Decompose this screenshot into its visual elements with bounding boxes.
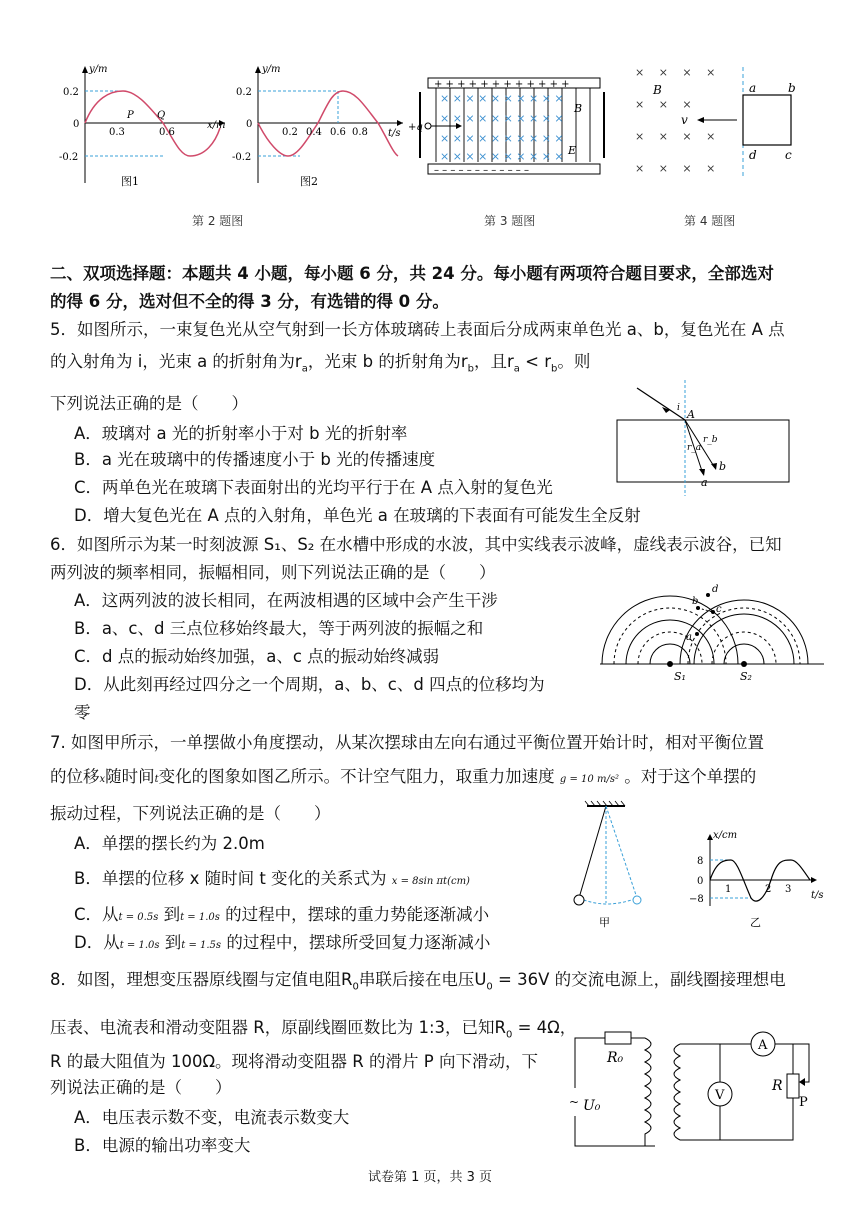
fig1-Q: Q [157, 110, 166, 121]
fig1-P: P [127, 110, 134, 121]
fig3-B: B [574, 102, 583, 115]
q7-stem-line2: 的位移x随时间t变化的图象如图乙所示。不计空气阻力，取重力加速度 g = 10 m/s² 。对于这个单摆的 [50, 767, 757, 786]
q5-fig-i: i [677, 403, 680, 413]
q5-stem-line1: 5．如图所示，一束复色光从空气射到一长方体玻璃砖上表面后分成两束单色光 a、b，复色光在 A 点 [50, 320, 785, 339]
q8-stem-line4: 列说法正确的是（ ） [50, 1078, 232, 1097]
q6-fig-b: b [692, 596, 699, 607]
section-heading-line1: 二、双项选择题：本题共 4 小题，每小题 6 分，共 24 分。每小题有两项符合题目要求，全部选对 [50, 264, 774, 283]
fig4-v: v [681, 113, 688, 127]
q7-fig-x2: 2 [765, 884, 772, 895]
q5-refraction-figure [615, 380, 795, 498]
fig2-ypos: 0.2 [236, 87, 252, 98]
q8-fig-R0: R₀ [607, 1050, 624, 1066]
page-footer: 试卷第 1 页，共 3 页 [367, 1170, 493, 1185]
q8-fig-tilde: ~ [569, 1095, 580, 1109]
fig3-E: E [568, 144, 577, 157]
q7-fig-xlabel: t/s [811, 890, 824, 901]
q5-stem-line2: 的入射角为 i，光束 a 的折射角为$r_a$，光束 b 的折射角为$r_b$，且$r_a < r_b$。则 [50, 352, 591, 375]
section-heading-line2: 的得 6 分，选对但不全的得 3 分，有选错的得 0 分。 [50, 292, 449, 311]
q5-option-c: C．两单色光在玻璃下表面射出的光均平行于在 A 点入射的复色光 [74, 478, 553, 497]
q8-fig-A: A [758, 1038, 768, 1053]
svg-text:× × × ×: × × × × [635, 130, 716, 143]
q7-option-b: B．单摆的位移 x 随时间 t 变化的关系式为 x = 8sin πt(cm) [74, 869, 470, 888]
fig4-b: b [788, 81, 796, 95]
q8-stem-line2: 压表、电流表和滑动变阻器 R，原副线圈匝数比为 1:3，已知$R_0 = 4\Omega$， [50, 1018, 577, 1041]
q7-fig-yn8: −8 [689, 894, 704, 905]
fig1-caption: 图1 [121, 175, 139, 188]
figure-4-magnetic-field-loop [625, 62, 815, 182]
q6-wave-interference-figure [598, 580, 826, 690]
fig4-a: a [749, 81, 757, 95]
q5-fig-ra: r_a [687, 443, 702, 453]
fig2-yzero: 0 [246, 119, 253, 130]
fig4-B: B [653, 83, 662, 97]
fig1-x1: 0.3 [109, 127, 125, 138]
q5-fig-A: A [687, 408, 695, 421]
q5-stem-line3: 下列说法正确的是（ ） [50, 394, 248, 413]
q6-fig-d: d [712, 584, 719, 595]
fig2-x3: 0.6 [330, 127, 346, 138]
fig3-minus: – – – – – – – – – – – – [434, 165, 529, 176]
fig2-caption: 图2 [300, 175, 318, 188]
figure-2-wave-graph [228, 58, 408, 188]
svg-text:× × × ×: × × × × [635, 162, 716, 175]
q5-option-b: B．a 光在玻璃中的传播速度小于 b 光的传播速度 [74, 450, 436, 469]
q7-pendulum-figure [565, 798, 835, 933]
q7-option-d: D．从t = 1.0s 到t = 1.5s 的过程中，摆球所受回复力逐渐减小 [74, 933, 491, 952]
caption-q4: 第 4 题图 [684, 214, 736, 228]
svg-text:× × × × × × × × × ×: × × × × × × × × × × [440, 92, 564, 105]
fig2-x1: 0.2 [282, 127, 298, 138]
q5-fig-rb: r_b [703, 435, 718, 445]
fig2-xlabel: t/s [388, 128, 401, 139]
fig4-d: d [749, 148, 757, 162]
q7-fig-jia: 甲 [599, 916, 610, 929]
q6-option-a: A．这两列波的波长相同，在两波相遇的区域中会产生干涉 [74, 591, 498, 610]
q7-fig-x1: 1 [725, 884, 732, 895]
q7-option-c: C．从t = 0.5s 到t = 1.0s 的过程中，摆球的重力势能逐渐减小 [74, 905, 490, 924]
q6-option-c: C．d 点的振动始终加强，a、c 点的振动始终减弱 [74, 647, 440, 666]
q6-option-d-line2: 零 [74, 703, 91, 722]
q7-fig-yi: 乙 [750, 916, 761, 929]
fig1-yneg: -0.2 [59, 152, 79, 163]
q8-stem-line3: R 的最大阻值为 100Ω。现将滑动变阻器 R 的滑片 P 向下滑动，下 [50, 1052, 538, 1071]
q7-fig-ylabel: x/cm [713, 830, 738, 841]
q6-fig-a: a [686, 632, 692, 643]
svg-text:× × × ×: × × × × [635, 66, 716, 79]
fig2-ylabel: y/m [262, 64, 281, 75]
q5-option-d: D．增大复色光在 A 点的入射角，单色光 a 在玻璃的下表面有可能发生全反射 [74, 506, 641, 525]
q7-option-a: A．单摆的摆长约为 2.0m [74, 834, 265, 853]
q6-fig-s2: S₂ [740, 670, 752, 683]
q8-fig-R: R [772, 1078, 783, 1094]
q5-fig-a: a [701, 476, 708, 489]
fig2-x4: 0.8 [352, 127, 368, 138]
svg-text:× × ×: × × × [635, 98, 692, 111]
q8-fig-U0: U₀ [583, 1098, 601, 1114]
q7-stem-line3: 振动过程，下列说法正确的是（ ） [50, 804, 331, 823]
q8-option-a: A．电压表示数不变，电流表示数变大 [74, 1108, 350, 1127]
q6-option-b: B．a、c、d 三点位移始终最大，等于两列波的振幅之和 [74, 619, 484, 638]
q7-fig-x3: 3 [785, 884, 792, 895]
fig3-q: +q [408, 122, 423, 133]
fig1-yzero: 0 [73, 119, 80, 130]
q7-stem-line1: 7. 如图甲所示，一单摆做小角度摆动，从某次摆球由左向右通过平衡位置开始计时，相对平衡位置 [50, 733, 764, 752]
q6-fig-c: c [716, 604, 722, 615]
q8-fig-P: P [799, 1095, 808, 1110]
fig1-ylabel: y/m [89, 64, 108, 75]
q6-stem-line1: 6．如图所示为某一时刻波源 S₁、S₂ 在水槽中形成的水波，其中实线表示波峰，虚线表示波谷，已知 [50, 535, 782, 554]
q7-fig-y0: 0 [697, 876, 704, 887]
q8-transformer-circuit [565, 1026, 830, 1154]
fig1-ypos: 0.2 [63, 87, 79, 98]
q6-stem-line2: 两列波的频率相同，振幅相同，则下列说法正确的是（ ） [50, 563, 496, 582]
figure-1-wave-graph [55, 58, 230, 188]
q8-option-b: B．电源的输出功率变大 [74, 1136, 251, 1155]
svg-text:× × × × × × × × × ×: × × × × × × × × × × [440, 150, 564, 163]
fig2-yneg: -0.2 [232, 152, 252, 163]
q5-option-a: A．玻璃对 a 光的折射率小于对 b 光的折射率 [74, 424, 408, 443]
figure-3-velocity-selector [408, 70, 613, 185]
q8-fig-V: V [715, 1088, 725, 1103]
fig2-x2: 0.4 [306, 127, 322, 138]
fig1-xlabel: x/m [207, 120, 226, 131]
fig4-c: c [785, 148, 792, 162]
fig1-x2: 0.6 [159, 127, 175, 138]
q7-fig-y8: 8 [697, 856, 704, 867]
caption-q3: 第 3 题图 [484, 214, 536, 228]
q5-fig-b: b [719, 460, 727, 473]
fig3-plus: + + + + + + + + + + + + [434, 79, 570, 90]
q6-fig-s1: S₁ [674, 670, 686, 683]
q6-option-d-line1: D．从此刻再经过四分之一个周期，a、b、c、d 四点的位移均为 [74, 675, 545, 694]
svg-text:× × × × × × × × × ×: × × × × × × × × × × [440, 132, 564, 145]
q8-stem-line1: 8．如图，理想变压器原线圈与定值电阻$R_0$串联后接在电压$U_0 = 36V$ 的交流电源上，副线圈接理想电 [50, 970, 786, 993]
caption-q2: 第 2 题图 [192, 214, 244, 228]
svg-text:× × × × × × × × × ×: × × × × × × × × × × [440, 112, 564, 125]
